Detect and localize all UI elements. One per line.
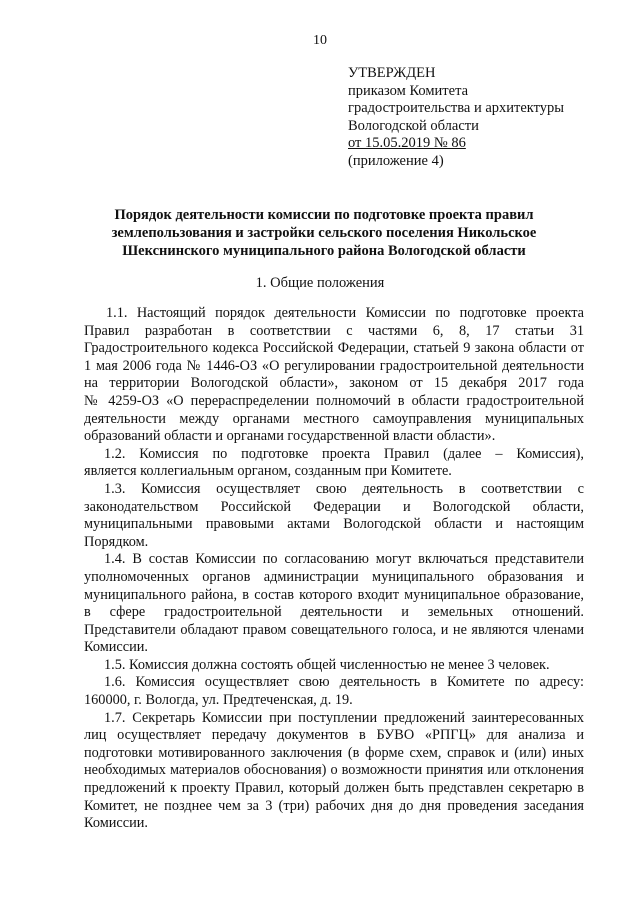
paragraph-1-2 [84, 446, 584, 481]
approval-status: УТВЕРЖДЕН [348, 65, 436, 81]
page-number: 10 [313, 33, 327, 48]
paragraph-line: № 4259-ОЗ «О перераспределении полномочий в области градостроительной [84, 392, 584, 409]
paragraph-line: муниципального района, в состав которого входит муниципальное образование, [84, 586, 584, 603]
paragraph-line: 160000, г. Вологда, ул. Предтеченская, д. 19. [84, 692, 353, 709]
paragraph-line: Градостроительного кодекса Российской Федерации, статьей 9 закона области от [84, 340, 584, 357]
paragraph-line: деятельности между органами местного самоуправления муниципальных [84, 410, 584, 427]
paragraph-line: Представители обладают правом совещательного голоса, и не являются членами [84, 621, 584, 638]
paragraph-line: 1.2. Комиссия по подготовке проекта Правил (далее – Комиссия), [104, 445, 584, 462]
approval-date-number: от 15.05.2019 № 86 [348, 135, 466, 151]
paragraph-1-5 [84, 657, 584, 675]
approval-region-line: Вологодской области [348, 117, 479, 134]
paragraph-line: лиц осуществляет передачу документов в БУВО «РПГЦ» для анализа и [84, 727, 584, 744]
paragraph-line: Комитет, не позднее чем за 3 (три) рабочих дня до дня проведения заседания [84, 797, 584, 814]
paragraph-line: 1 мая 2006 года № 1446-ОЗ «О регулировании градостроительной деятельности [84, 357, 584, 374]
paragraph-line: 1.5. Комиссия должна состоять общей численностью не менее 3 человек. [104, 656, 550, 673]
document-title [84, 206, 564, 260]
paragraph-line: Комиссии. [84, 639, 148, 656]
paragraph-1-6 [84, 674, 584, 709]
paragraph-line: 1.7. Секретарь Комиссии при поступлении предложений заинтересованных [104, 709, 584, 726]
paragraph-line: муниципальными правовыми актами Вологодской области и настоящим [84, 516, 584, 533]
paragraph-line: необходимых материалов обоснования) о возможности принятия или отклонения [84, 762, 584, 779]
paragraph-1-7 [84, 710, 584, 833]
paragraph-line: является коллегиальным органом, созданным при Комитете. [84, 463, 452, 480]
section-heading: 1. Общие положения [255, 275, 385, 291]
paragraph-line: 1.1. Настоящий порядок деятельности Комиссии по подготовке проекта [106, 305, 584, 321]
paragraph-1-4 [84, 551, 584, 657]
paragraph-line: на территории Вологодской области», законом от 15 декабря 2017 года [84, 375, 584, 392]
paragraph-1-3 [84, 481, 584, 551]
approval-committee-line: градостроительства и архитектуры [348, 100, 565, 116]
paragraph-line: образований области и органами государственной власти области». [84, 428, 496, 445]
paragraph-1-1 [84, 305, 584, 446]
approval-appendix-note: (приложение 4) [348, 152, 444, 169]
approval-order-line: приказом Комитета [348, 82, 469, 99]
document-body [84, 305, 584, 833]
paragraph-line: законодательством Российской Федерации и Вологодской области, [84, 498, 584, 515]
title-line: землепользования и застройки сельского поселения Никольское [111, 225, 537, 241]
paragraph-line: в сфере градостроительной деятельности и земельных отношений. [84, 604, 584, 621]
paragraph-line: Правил разработан в соответствии с частями 6, 8, 17 статьи 31 [84, 322, 584, 339]
paragraph-line: Комиссии. [84, 815, 148, 832]
paragraph-line: уполномоченных органов администрации муниципального образования и [84, 568, 584, 585]
paragraph-line: 1.6. Комиссия осуществляет свою деятельность в Комитете по адресу: [104, 674, 584, 691]
approval-stamp-block [348, 65, 628, 170]
paragraph-line: 1.3. Комиссия осуществляет свою деятельность в соответствии с [104, 480, 584, 497]
paragraph-line: подготовки мотивированного заключения (в форме схем, справок и (или) иных [84, 744, 584, 761]
paragraph-line: предложений к проекту Правил, который должен быть представлен секретарю в [84, 780, 584, 797]
paragraph-line: 1.4. В состав Комиссии по согласованию могут включаться представители [104, 551, 584, 568]
paragraph-line: Порядком. [84, 533, 149, 550]
title-line: Шекснинского муниципального района Вологодской области [122, 243, 526, 259]
title-line: Порядок деятельности комиссии по подготовке проекта правил [114, 207, 534, 223]
